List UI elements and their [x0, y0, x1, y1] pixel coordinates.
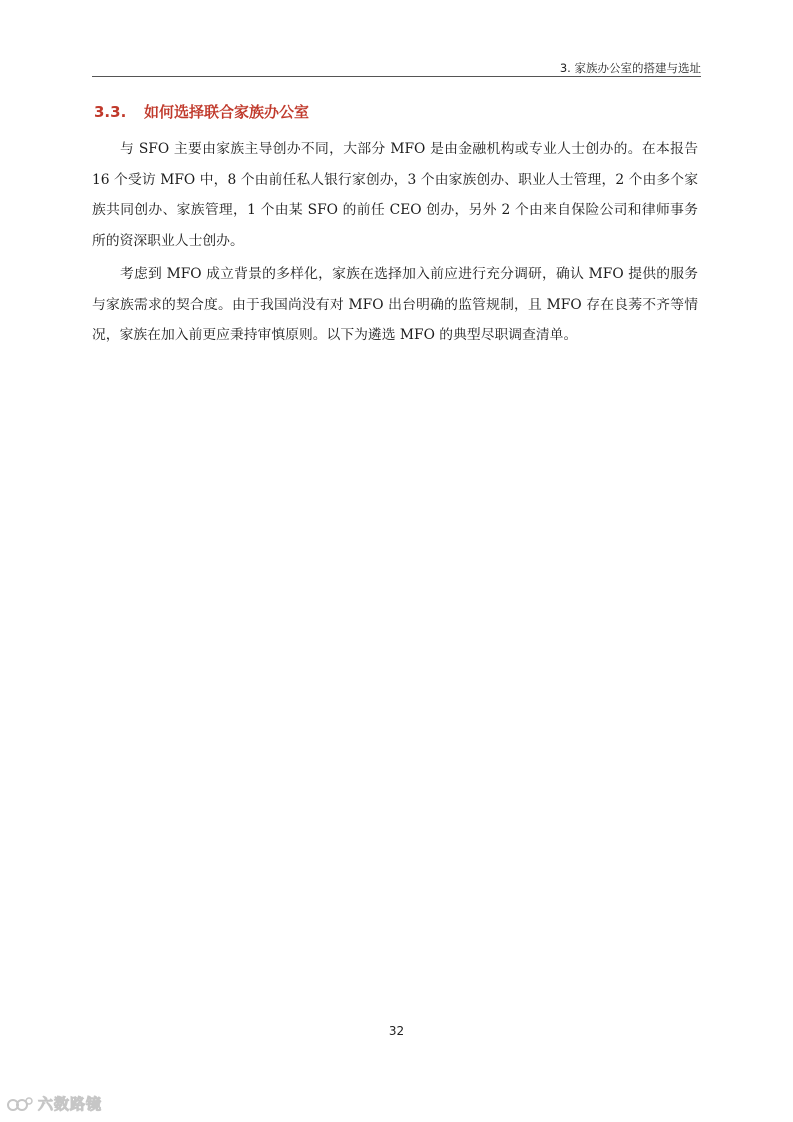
body-paragraph-1-block	[92, 134, 698, 256]
body-paragraph: 考虑到 MFO 成立背景的多样化，家族在选择加入前应进行充分调研，确认 MFO 提供的服务与家族需求的契合度。由于我国尚没有对 MFO 出台明确的监管规制，且 MFO 存在良莠不齐等情况，家族在加入前更应秉持审慎原则。以下为遴选 MFO 的典型尽职调查清单。	[92, 266, 698, 344]
section-title: 如何选择联合家族办公室	[144, 103, 310, 121]
running-header: 3. 家族办公室的搭建与选址	[559, 61, 701, 75]
body-paragraph: 与 SFO 主要由家族主导创办不同，大部分 MFO 是由金融机构或专业人士创办的。在本报告 16 个受访 MFO 中，8 个由前任私人银行家创办，3 个由家族创办、职业人士管理，2 个由多个家族共同创办、家族管理，1 个由某 SFO 的前任 CEO 创办，另外 2 个由来自保险公司和律师事务所的资深职业人士创办。	[92, 141, 698, 249]
section-heading	[94, 101, 309, 122]
watermark-text: 六数路镜	[38, 1095, 103, 1113]
header-divider	[92, 76, 701, 77]
page-number: 32	[388, 1024, 405, 1038]
body-paragraph-2-block	[92, 259, 698, 351]
watermark	[6, 1093, 102, 1114]
logo-mark-icon	[6, 1095, 34, 1113]
section-number: 3.3.	[94, 103, 127, 121]
